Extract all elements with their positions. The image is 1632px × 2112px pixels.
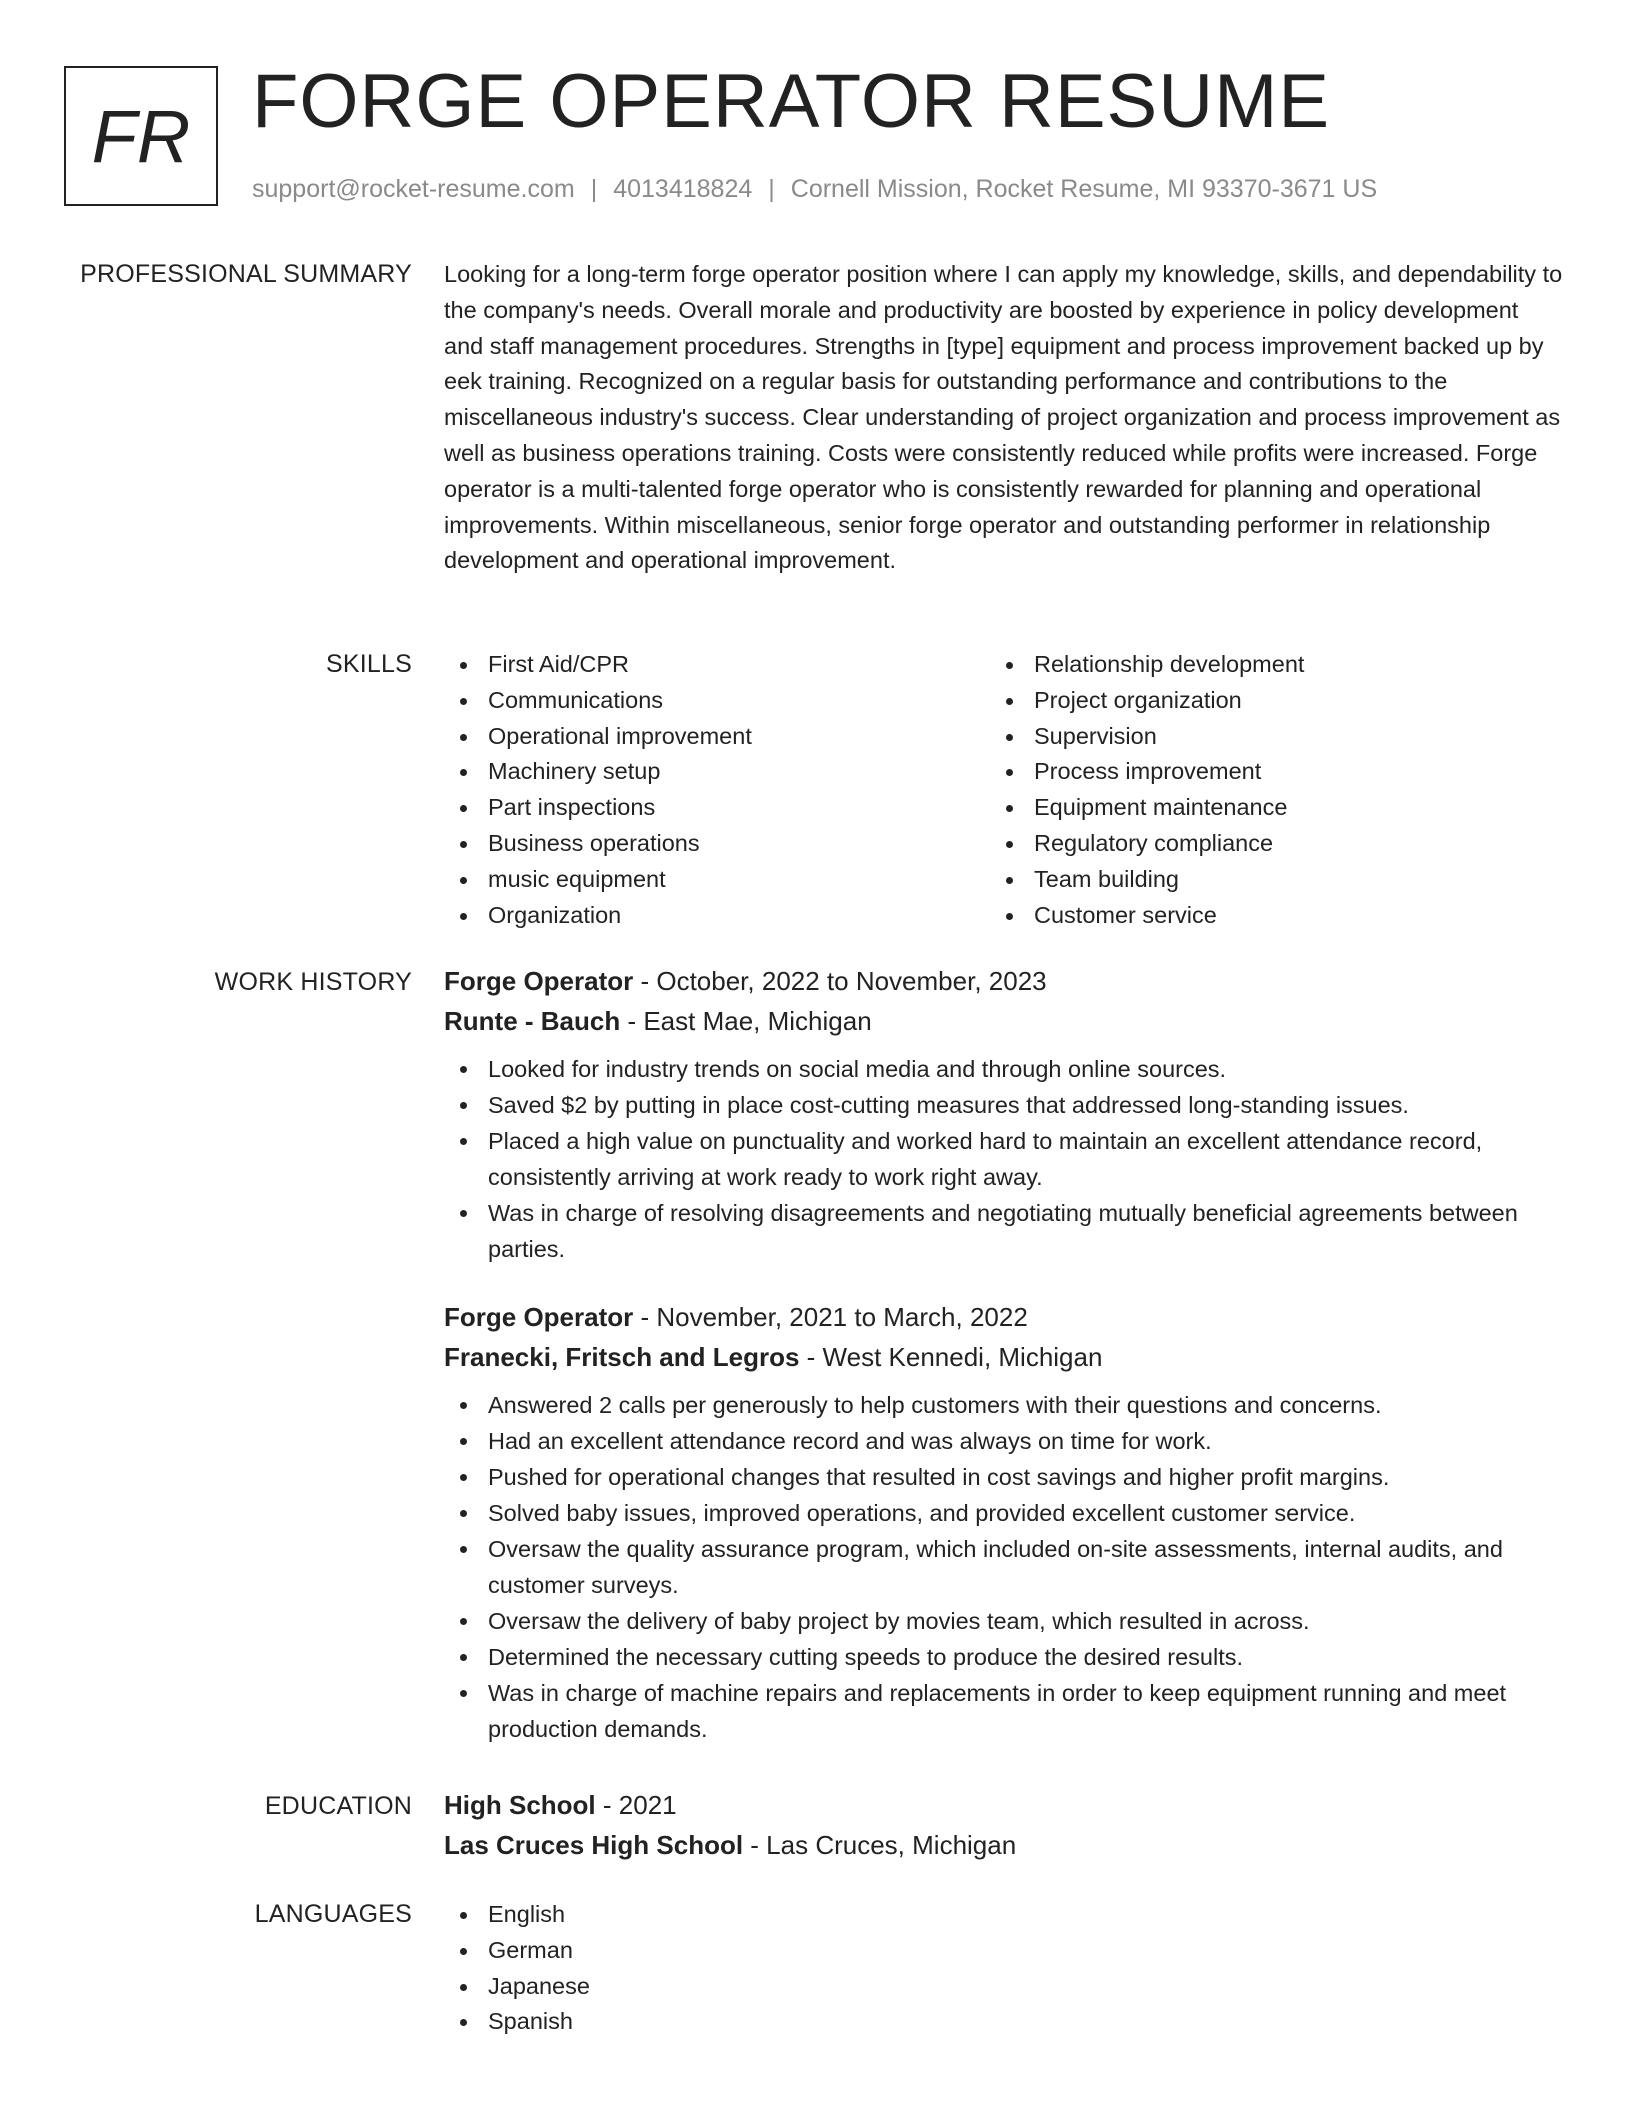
- language-item: German: [444, 1933, 1564, 1969]
- skill-item: Business operations: [444, 826, 990, 862]
- skill-item: Customer service: [990, 898, 1536, 934]
- skill-item: Project organization: [990, 683, 1536, 719]
- job-bullet: Answered 2 calls per generously to help customers with their questions and concerns.: [444, 1387, 1564, 1423]
- skill-item: Process improvement: [990, 754, 1536, 790]
- section-label-summary: PROFESSIONAL SUMMARY: [80, 260, 412, 288]
- job-bullet: Placed a high value on punctuality and worked hard to maintain an excellent attendance record, consistently arriving at work ready to work right away.: [444, 1123, 1564, 1195]
- section-label-work: WORK HISTORY: [214, 968, 412, 996]
- job-bullet: Was in charge of machine repairs and replacements in order to keep equipment running and meet production demands.: [444, 1675, 1564, 1747]
- skill-item: Team building: [990, 862, 1536, 898]
- job-bullets: [444, 1387, 1564, 1747]
- job-title-line: [444, 961, 1564, 1001]
- job-location: - East Mae, Michigan: [620, 1006, 872, 1036]
- contact-separator: |: [768, 175, 775, 203]
- job-bullet: Had an excellent attendance record and was always on time for work.: [444, 1423, 1564, 1459]
- contact-email[interactable]: support@rocket-resume.com: [252, 175, 575, 203]
- languages-list: [444, 1897, 1564, 2040]
- job-bullet: Oversaw the quality assurance program, which included on-site assessments, internal audits, and customer surveys.: [444, 1531, 1564, 1603]
- section-label-education: EDUCATION: [264, 1792, 412, 1820]
- section-label-languages: LANGUAGES: [254, 1900, 412, 1928]
- job-bullet: Pushed for operational changes that resulted in cost savings and higher profit margins.: [444, 1459, 1564, 1495]
- page-title: FORGE OPERATOR RESUME: [252, 59, 1331, 144]
- job-bullet: Looked for industry trends on social media and through online sources.: [444, 1051, 1564, 1087]
- contact-separator: |: [590, 175, 598, 203]
- education-location: - Las Cruces, Michigan: [743, 1830, 1017, 1860]
- skill-item: First Aid/CPR: [444, 647, 990, 683]
- skills-list-left: [444, 647, 990, 933]
- education-degree: High School: [444, 1790, 596, 1820]
- job-title: Forge Operator: [444, 966, 634, 996]
- skills-list-right: [990, 647, 1536, 933]
- job-entry: [444, 961, 1564, 1267]
- education-school: Las Cruces High School: [444, 1830, 744, 1860]
- skill-item: Supervision: [990, 719, 1536, 755]
- job-bullets: [444, 1051, 1564, 1267]
- skill-item: Communications: [444, 683, 990, 719]
- job-title: Forge Operator: [444, 1302, 634, 1332]
- job-bullet: Solved baby issues, improved operations, and provided excellent customer service.: [444, 1495, 1564, 1531]
- skill-item: Machinery setup: [444, 754, 990, 790]
- language-item: Spanish: [444, 2004, 1564, 2040]
- job-company-line: [444, 1001, 1564, 1041]
- language-item: Japanese: [444, 1969, 1564, 2005]
- job-company-line: [444, 1337, 1564, 1377]
- contact-phone[interactable]: 4013418824: [613, 175, 753, 203]
- contact-address: Cornell Mission, Rocket Resume, MI 93370-3671 US: [790, 175, 1378, 203]
- education-degree-line: [444, 1785, 1564, 1825]
- job-bullet: Oversaw the delivery of baby project by movies team, which resulted in across.: [444, 1603, 1564, 1639]
- job-title-line: [444, 1297, 1564, 1337]
- skill-item: Operational improvement: [444, 719, 990, 755]
- job-dates: - November, 2021 to March, 2022: [633, 1302, 1028, 1332]
- section-label-skills: SKILLS: [326, 650, 412, 678]
- language-item: English: [444, 1897, 1564, 1933]
- job-company: Franecki, Fritsch and Legros: [444, 1342, 800, 1372]
- job-bullet: Determined the necessary cutting speeds to produce the desired results.: [444, 1639, 1564, 1675]
- job-company: Runte - Bauch: [444, 1006, 621, 1036]
- job-bullet: Was in charge of resolving disagreements and negotiating mutually beneficial agreements between parties.: [444, 1195, 1564, 1267]
- skill-item: Equipment maintenance: [990, 790, 1536, 826]
- job-entry: [444, 1297, 1564, 1747]
- skill-item: Part inspections: [444, 790, 990, 826]
- job-bullet: Saved $2 by putting in place cost-cutting measures that addressed long-standing issues.: [444, 1087, 1564, 1123]
- skill-item: Organization: [444, 898, 990, 934]
- summary-text: Looking for a long-term forge operator position where I can apply my knowledge, skills, and dependability to the company's needs. Overall morale and productivity are boosted by experience in policy development and staff management procedures. Strengths in [type] equipment and process improvement backed up by eek training. Recognized on a regular basis for outstanding performance and contributions to the miscellaneous industry's success. Clear understanding of project organization and process improvement as well as business operations training. Costs were consistently reduced while profits were increased. Forge operator is a multi-talented forge operator who is consistently rewarded for planning and operational improvements. Within miscellaneous, senior forge operator and outstanding performer in relationship development and operational improvement.: [444, 261, 1563, 574]
- job-location: - West Kennedi, Michigan: [799, 1342, 1103, 1372]
- monogram-logo: FR: [64, 66, 218, 206]
- job-dates: - October, 2022 to November, 2023: [633, 966, 1047, 996]
- skill-item: Relationship development: [990, 647, 1536, 683]
- skill-item: Regulatory compliance: [990, 826, 1536, 862]
- education-year: - 2021: [595, 1790, 677, 1820]
- education-school-line: [444, 1825, 1564, 1865]
- contact-line: [252, 172, 1377, 206]
- skill-item: music equipment: [444, 862, 990, 898]
